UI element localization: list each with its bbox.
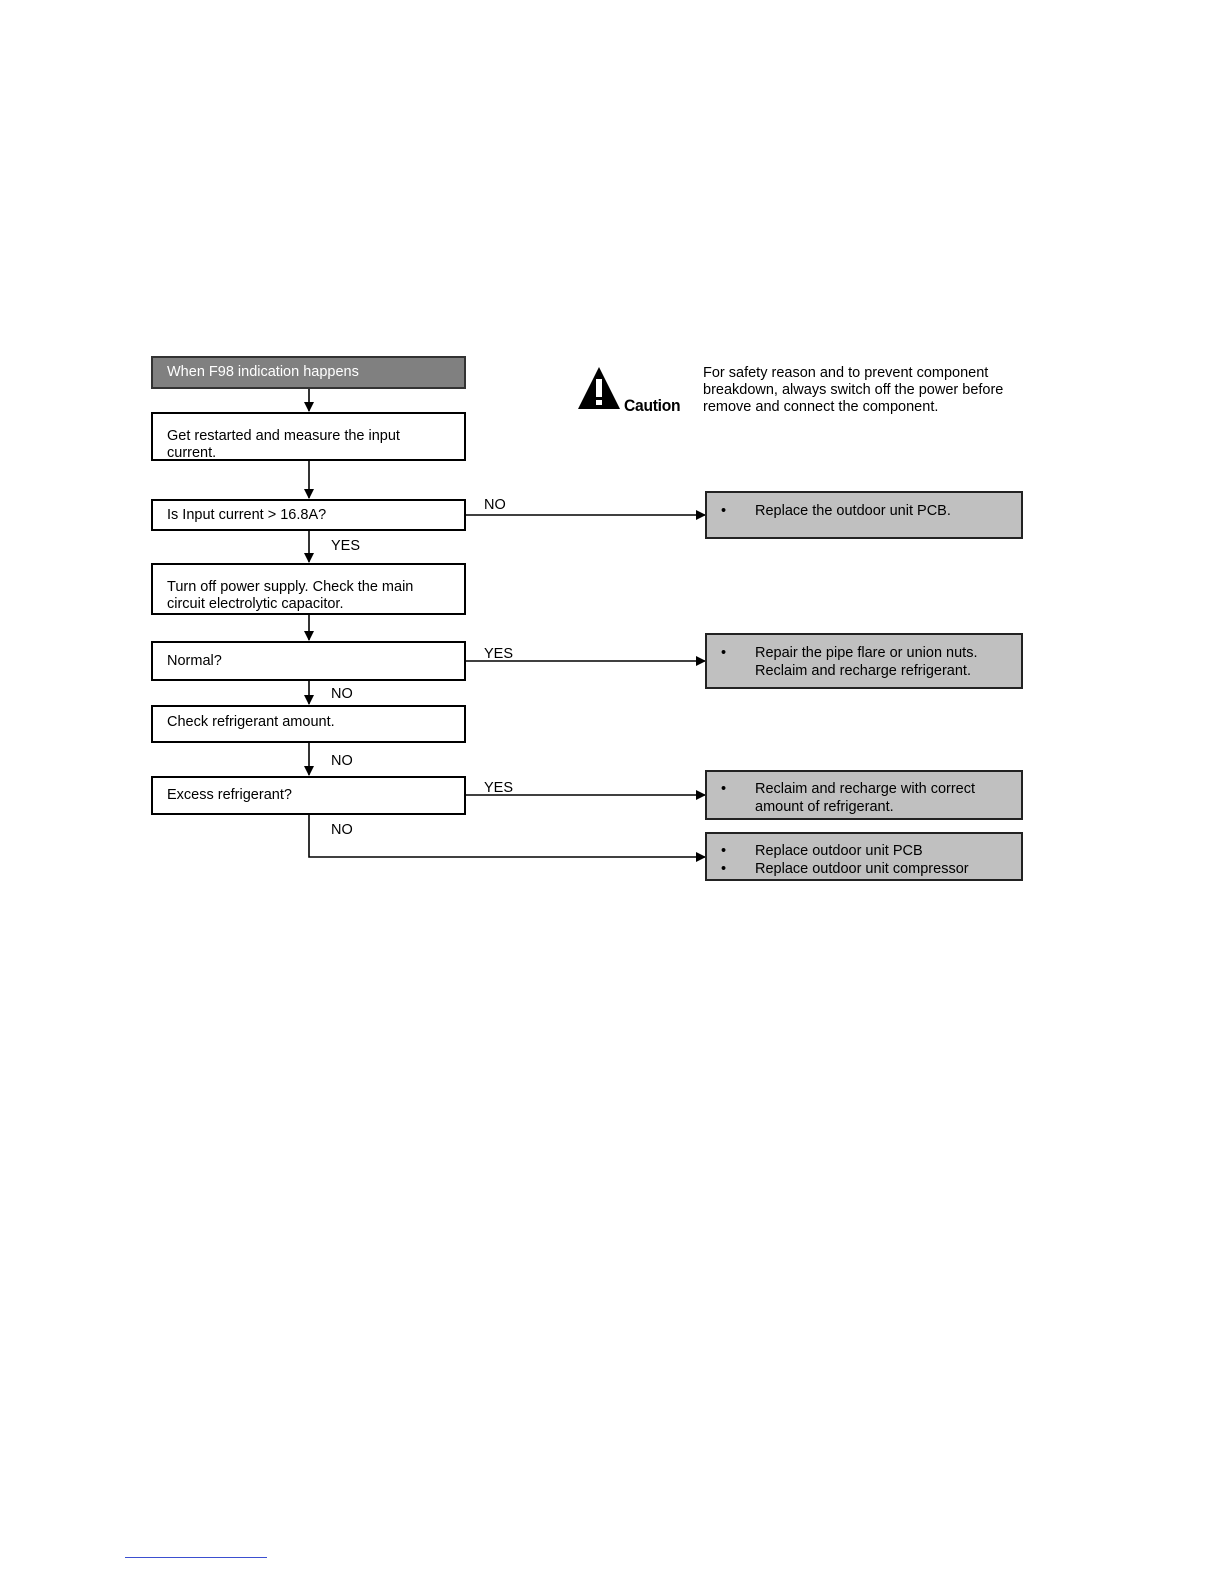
result-repair-pipe-line-2: Reclaim and recharge refrigerant. (755, 662, 971, 679)
result-reclaim-line-2: amount of refrigerant. (755, 798, 894, 815)
result-replace-pcb-text: Replace the outdoor unit PCB. (755, 503, 951, 519)
result-replace-line-2: Replace outdoor unit compressor (755, 860, 969, 877)
step-start (151, 356, 466, 389)
result-replace-pcb-compressor (705, 832, 1023, 881)
result-repair-pipe (705, 633, 1023, 689)
bullet-icon: • (721, 645, 727, 661)
result-replace-pcb (705, 491, 1023, 539)
step-check-refrigerant-text: Check refrigerant amount. (167, 714, 335, 730)
step-turn-off-power (151, 563, 466, 615)
decision-normal (151, 641, 466, 681)
label-current-yes: YES (331, 538, 361, 554)
bullet-icon: • (721, 843, 727, 859)
step-measure (151, 412, 466, 461)
footer-link-underline (125, 1557, 267, 1558)
result-replace-line-1: Replace outdoor unit PCB (755, 843, 923, 859)
result-reclaim-line-1: Reclaim and recharge with correct (755, 781, 976, 797)
result-repair-pipe-line-1: Repair the pipe flare or union nuts. (755, 645, 978, 661)
step-measure-line-1: Get restarted and measure the input (167, 428, 400, 444)
caution-label: Caution (624, 396, 681, 415)
label-normal-no: NO (331, 686, 353, 702)
bullet-icon: • (721, 503, 727, 519)
label-excess-no: NO (331, 822, 353, 838)
label-normal-yes: YES (484, 646, 514, 662)
warning-triangle-icon (576, 365, 622, 416)
decision-input-current-text: Is Input current > 16.8A? (167, 506, 327, 523)
decision-input-current (151, 499, 466, 531)
step-measure-line-2: current. (167, 445, 217, 461)
step-turn-off-line-1: Turn off power supply. Check the main (167, 579, 414, 595)
step-turn-off-line-2: circuit electrolytic capacitor. (167, 596, 344, 612)
bullet-icon: • (721, 781, 727, 797)
result-reclaim-recharge (705, 770, 1023, 820)
label-check-no: NO (331, 753, 353, 769)
decision-excess-refrigerant-text: Excess refrigerant? (167, 787, 292, 803)
caution-message: For safety reason and to prevent component breakdown, always switch off the power before remove and connect the component. (703, 365, 1004, 415)
step-check-refrigerant (151, 705, 466, 743)
arrow-excess-no (309, 815, 705, 857)
step-start-text: When F98 indication happens (167, 364, 359, 380)
label-excess-yes: YES (484, 780, 514, 796)
label-current-no: NO (484, 497, 506, 513)
bullet-icon: • (721, 860, 727, 877)
decision-normal-text: Normal? (167, 652, 222, 669)
decision-excess-refrigerant (151, 776, 466, 815)
